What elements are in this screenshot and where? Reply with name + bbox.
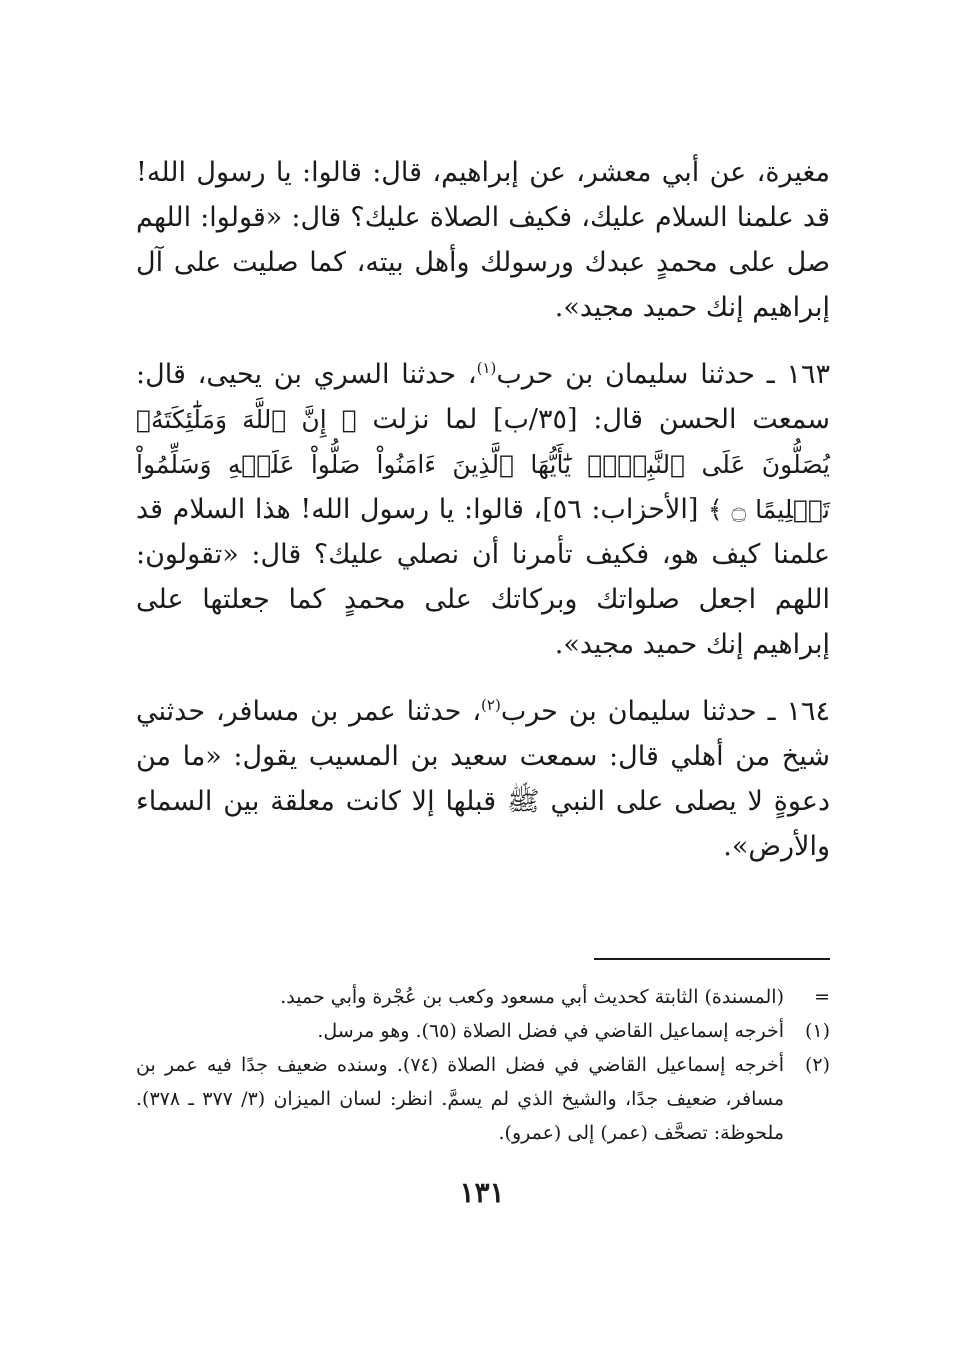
footnote-continuation xyxy=(136,980,830,1014)
footnote-ref-1[interactable]: (١) xyxy=(476,359,497,377)
footnote-ref-2[interactable]: (٢) xyxy=(481,696,501,714)
footnote-text: أخرجه إسماعيل القاضي في فضل الصلاة (٦٥). وهو مرسل. xyxy=(317,1020,784,1042)
footnote-mark: (٢) xyxy=(804,1054,830,1076)
hadith-163-text-b: [الأحزاب: ٥٦]، قالوا: يا رسول الله! هذا السلام قد علمنا كيف هو، فكيف تأمرنا أن نصلي عليك؟ قال: «تقولون: اللهم اجعل صلواتك وبركاتك على محمدٍ كما جعلتها على إبراهيم إنك حميد مجيد». xyxy=(136,494,830,660)
hadith-164-lead: ١٦٤ ـ حدثنا سليمان بن حرب xyxy=(500,696,830,727)
footnote-1 xyxy=(136,1014,830,1048)
footnote-2 xyxy=(136,1048,830,1150)
paragraph-1 xyxy=(136,150,830,330)
hadith-163-text-a: ، حدثنا السري بن يحيى، قال: سمعت الحسن قال: [٣٥/ب] لما نزلت xyxy=(136,359,830,435)
hadith-163-lead: ١٦٣ ـ حدثنا سليمان بن حرب xyxy=(496,359,830,390)
hadith-163 xyxy=(136,352,830,667)
footnotes xyxy=(136,980,830,1150)
footnote-divider xyxy=(594,958,830,960)
footnote-mark: (١) xyxy=(804,1020,830,1042)
page-number: ١٣١ xyxy=(459,1176,505,1209)
main-text xyxy=(136,150,830,891)
quran-verse: ﴿ إِنَّ ٱللَّهَ وَمَلَٰٓئِكَتَهُۥ يُصَلُّونَ عَلَى ٱلنَّبِيِّۚ يَٰٓأَيُّهَا ٱلَّذِينَ ءَامَنُواْ صَلُّواْ عَلَيۡهِ وَسَلِّمُواْ تَسۡلِيمًا ۝ ﴾ xyxy=(136,405,830,524)
footnote-text: (المسندة) الثابتة كحديث أبي مسعود وكعب بن عُجْرة وأبي حميد. xyxy=(280,986,784,1008)
paragraph-1-text: مغيرة، عن أبي معشر، عن إبراهيم، قال: قالوا: يا رسول الله! قد علمنا السلام عليك، فكيف الصلاة عليك؟ قال: «قولوا: اللهم صل على محمدٍ عبدك ورسولك وأهل بيته، كما صليت على آل إبراهيم إنك حميد مجيد». xyxy=(136,157,830,323)
footnote-text: أخرجه إسماعيل القاضي في فضل الصلاة (٧٤). وسنده ضعيف جدًا فيه عمر بن مسافر، ضعيف جدًا، والشيخ الذي لم يسمَّ. انظر: لسان الميزان (٣/ ٣٧٧ ـ ٣٧٨). ملحوظة: تصحَّف (عمر) إلى (عمرو). xyxy=(136,1054,785,1144)
hadith-164-text: ، حدثنا عمر بن مسافر، حدثني شيخ من أهلي قال: سمعت سعيد بن المسيب يقول: «ما من دعوةٍ لا يصلى على النبي ﷺ قبلها إلا كانت معلقة بين السماء والأرض». xyxy=(136,696,830,862)
footnote-mark: = xyxy=(814,986,830,1008)
hadith-164 xyxy=(136,689,830,869)
